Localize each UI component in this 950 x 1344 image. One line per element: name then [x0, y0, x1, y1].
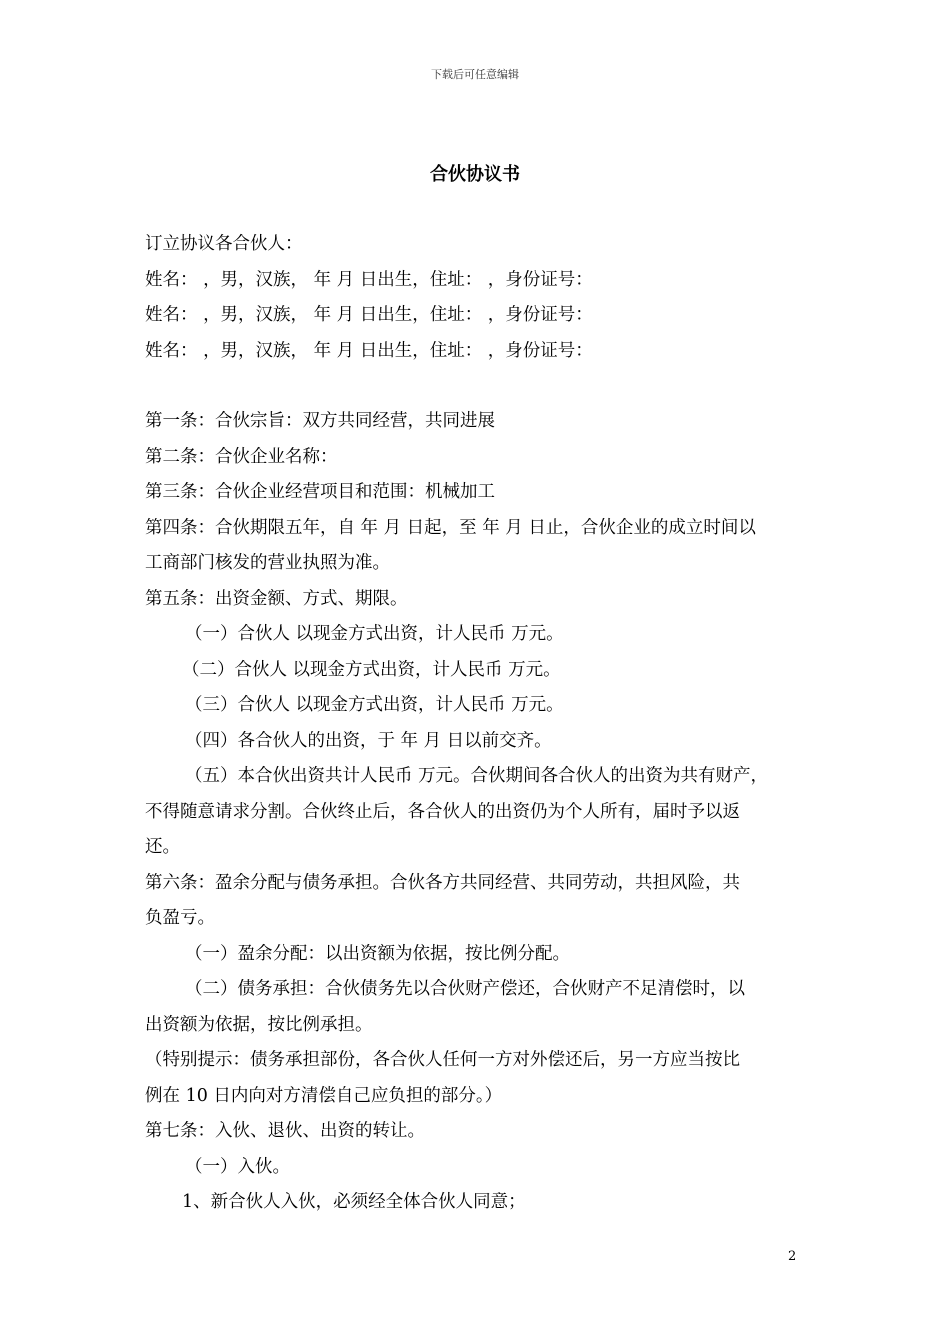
spacer — [145, 369, 815, 404]
special-note: （特别提示：债务承担部份，各合伙人任何一方对外偿还后，另一方应当按比 — [145, 1050, 740, 1070]
article-6-item-2: （二）债务承担：合伙债务先以合伙财产偿还，合伙财产不足清偿时，以 — [185, 979, 745, 999]
article-6-item-1: （一）盈余分配：以出资额为依据，按比例分配。 — [185, 943, 570, 964]
article-6: 第六条：盈余分配与债务承担。合伙各方共同经营、共同劳动，共担风险，共 — [145, 872, 740, 893]
article-5-item-3: （三）合伙人 以现金方式出资，计人民币 万元。 — [185, 695, 564, 715]
article-2: 第二条：合伙企业名称： — [145, 446, 338, 467]
page-number: 2 — [788, 1249, 797, 1264]
article-5-item-1: （一）合伙人 以现金方式出资，计人民币 万元。 — [185, 624, 564, 644]
party-line: 姓名： ，男，汉族， 年 月 日出生，住址： ，身份证号： — [145, 305, 593, 325]
document-title: 合伙协议书 — [430, 164, 520, 185]
article-7: 第七条：入伙、退伙、出资的转让。 — [145, 1121, 425, 1141]
article-5-item-5-cont: 不得随意请求分割。合伙终止后，各合伙人的出资仍为个人所有，届时予以返 — [145, 801, 740, 822]
article-6-cont: 负盈亏。 — [145, 908, 215, 928]
article-5-item-2: （二）合伙人 以现金方式出资，计人民币 万元。 — [182, 659, 561, 680]
party-line: 姓名： ，男，汉族， 年 月 日出生，住址： ，身份证号： — [145, 340, 593, 361]
article-7-item-1: （一）入伙。 — [185, 1156, 290, 1177]
article-6-item-2-cont: 出资额为依据，按比例承担。 — [145, 1014, 373, 1035]
article-7-item-1-sub-1: 1、新合伙人入伙，必须经全体合伙人同意； — [182, 1192, 526, 1212]
article-1: 第一条：合伙宗旨：双方共同经营，共同进展 — [145, 411, 495, 431]
special-note-cont: 例在 10 日内向对方清偿自己应负担的部分。） — [145, 1085, 503, 1106]
party-line: 姓名： ，男，汉族， 年 月 日出生，住址： ，身份证号： — [145, 269, 593, 290]
article-5-item-4: （四）各合伙人的出资，于 年 月 日以前交齐。 — [185, 730, 552, 751]
article-4-cont: 工商部门核发的营业执照为准。 — [145, 553, 390, 573]
article-5: 第五条：出资金额、方式、期限。 — [145, 588, 408, 609]
page-header: 下载后可任意编辑 — [431, 68, 519, 81]
document-body — [145, 227, 815, 1221]
parties-intro: 订立协议各合伙人： — [145, 234, 303, 254]
article-4: 第四条：合伙期限五年，自 年 月 日起，至 年 月 日止，合伙企业的成立时间以 — [145, 517, 756, 538]
article-5-item-5-cont: 还。 — [145, 837, 180, 857]
article-5-item-5: （五）本合伙出资共计人民币 万元。合伙期间各合伙人的出资为共有财产， — [185, 766, 769, 786]
article-3: 第三条：合伙企业经营项目和范围：机械加工 — [145, 482, 495, 502]
